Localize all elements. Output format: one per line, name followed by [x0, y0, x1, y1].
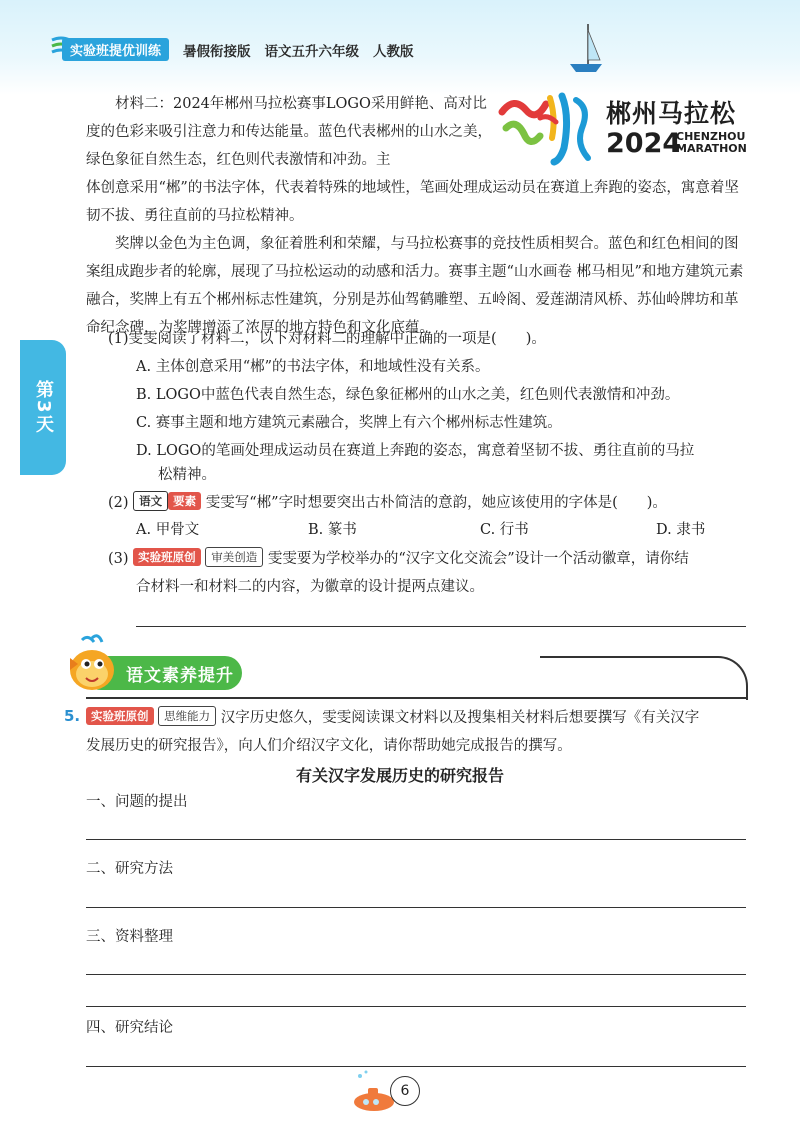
report-heading-4: 四、研究结论: [86, 1020, 173, 1036]
q2-option-c[interactable]: C. 行书: [480, 522, 529, 538]
q2-option-b[interactable]: B. 篆书: [308, 522, 357, 538]
q2-text: 雯雯写“郴”字时想要突出古朴简洁的意韵，她应该使用的字体是( )。: [205, 495, 667, 511]
q1-option-d[interactable]: D. LOGO的笔画处理成运动员在赛道上奔跑的姿态，寓意着坚韧不拔、勇往直前的马拉: [136, 443, 695, 459]
q2-option-d[interactable]: D. 隶书: [656, 522, 706, 538]
q1-option-b[interactable]: B. LOGO中蓝色代表自然生态，绿色象征郴州的山水之美，红色则代表激情和冲劲。: [136, 387, 680, 403]
day-tab: [20, 340, 66, 475]
report-heading-2: 二、研究方法: [86, 861, 173, 877]
marathon-runner-logo-icon: [496, 88, 601, 166]
q3-number: (3): [108, 551, 129, 567]
sailboat-icon: [566, 20, 606, 80]
q3-tag-aesthetic: 审美创造: [205, 547, 263, 567]
report-answer-line-2[interactable]: [86, 907, 746, 908]
q5-number: 5.: [64, 707, 81, 725]
q1-option-c[interactable]: C. 赛事主题和地方建筑元素融合，奖牌上有六个郴州标志性建筑。: [136, 415, 562, 431]
marathon-title-en-line2: MARATHON: [676, 142, 747, 155]
page-number: 6: [390, 1076, 420, 1106]
q3-tag-original: 实验班原创: [133, 548, 201, 566]
section-curve: [540, 656, 748, 700]
marathon-year: 2024: [606, 128, 682, 159]
q1-option-d-cont: 松精神。: [158, 467, 216, 483]
report-answer-line-3b[interactable]: [86, 1006, 746, 1007]
q3-text-1: 雯雯要为学校举办的“汉字文化交流会”设计一个活动徽章，请你结: [267, 551, 689, 567]
day-tab-label: 第3天: [33, 380, 54, 435]
report-answer-line-3a[interactable]: [86, 974, 746, 975]
q5-tag-original: 实验班原创: [86, 707, 154, 725]
material2-paragraph-1a: 材料二：2024年郴州马拉松赛事LOGO采用鲜艳、高对比度的色彩来吸引注意力和传达能量。蓝色代表郴州的山水之美，绿色象征自然生态，红色则代表激情和冲劲。主: [86, 96, 492, 168]
material2-paragraph-2: 奖牌以金色为主色调，象征着胜利和荣耀，与马拉松赛事的竞技性质相契合。蓝色和红色相间的图案组成跑步者的轮廓，展现了马拉松运动的动感和活力。赛事主题“山水画卷 郴马相见”和地方建筑元素融合，奖牌上有五个郴州标志性建筑，分别是苏仙驾鹤雕塑、五岭阁、爱莲湖清风桥、苏仙岭牌坊和革命纪念碑，为奖牌增添了浓厚的地方特色和文化底蕴。: [86, 236, 744, 336]
fish-mascot-icon: [64, 634, 122, 696]
q3-answer-line[interactable]: [136, 626, 746, 627]
material2-paragraph-1b: 体创意采用“郴”的书法字体，代表着特殊的地域性，笔画处理成运动员在赛道上奔跑的姿态，寓意着坚韧不拔、勇往直前的马拉松精神。: [86, 180, 739, 224]
report-title: 有关汉字发展历史的研究报告: [295, 766, 504, 785]
q1-option-a[interactable]: A. 主体创意采用“郴”的书法字体，和地域性没有关系。: [136, 359, 490, 375]
q2-options: [136, 516, 705, 544]
q2-tag-yuwen: 语文: [133, 491, 168, 511]
section-title: 语文素养提升: [126, 665, 234, 686]
q2-number: (2): [108, 495, 129, 511]
report-answer-line-1[interactable]: [86, 839, 746, 840]
q5-text-1: 汉字历史悠久，雯雯阅读课文材料以及搜集相关材料后想要撰写《有关汉字: [220, 710, 700, 726]
grade-label: 语文五升六年级: [264, 43, 360, 60]
q2-tag-yaosu: 要素: [168, 492, 201, 510]
report-heading-3: 三、资料整理: [86, 929, 173, 945]
publisher-label: 人教版: [373, 43, 414, 60]
q5-tag-thinking: 思维能力: [158, 706, 216, 726]
marathon-title-en-line1: CHENZHOU: [676, 130, 746, 143]
section-rule: [86, 697, 746, 699]
q5-stem-line2: 发展历史的研究报告》，向人们介绍汉字文化，请你帮助她完成报告的撰写。: [86, 738, 572, 754]
q1-stem: (1)雯雯阅读了材料二，以下对材料二的理解中正确的一项是( )。: [108, 331, 546, 347]
marathon-title-en: [676, 131, 747, 155]
series-title: 实验班提优训练: [62, 38, 169, 61]
q2-option-a[interactable]: A. 甲骨文: [136, 522, 200, 538]
q3-stem-line1: [108, 545, 689, 573]
marathon-title-cn: 郴州马拉松: [606, 99, 737, 128]
edition-label: 暑假衔接版: [183, 43, 251, 60]
marathon-logo: [496, 88, 754, 168]
report-answer-line-4[interactable]: [86, 1066, 746, 1067]
header-bar: [62, 38, 414, 61]
q2-stem: [108, 489, 667, 517]
q3-stem-line2: 合材料一和材料二的内容，为徽章的设计提两点建议。: [136, 579, 484, 595]
report-heading-1: 一、问题的提出: [86, 794, 188, 810]
q5-stem-line1: [86, 704, 699, 732]
